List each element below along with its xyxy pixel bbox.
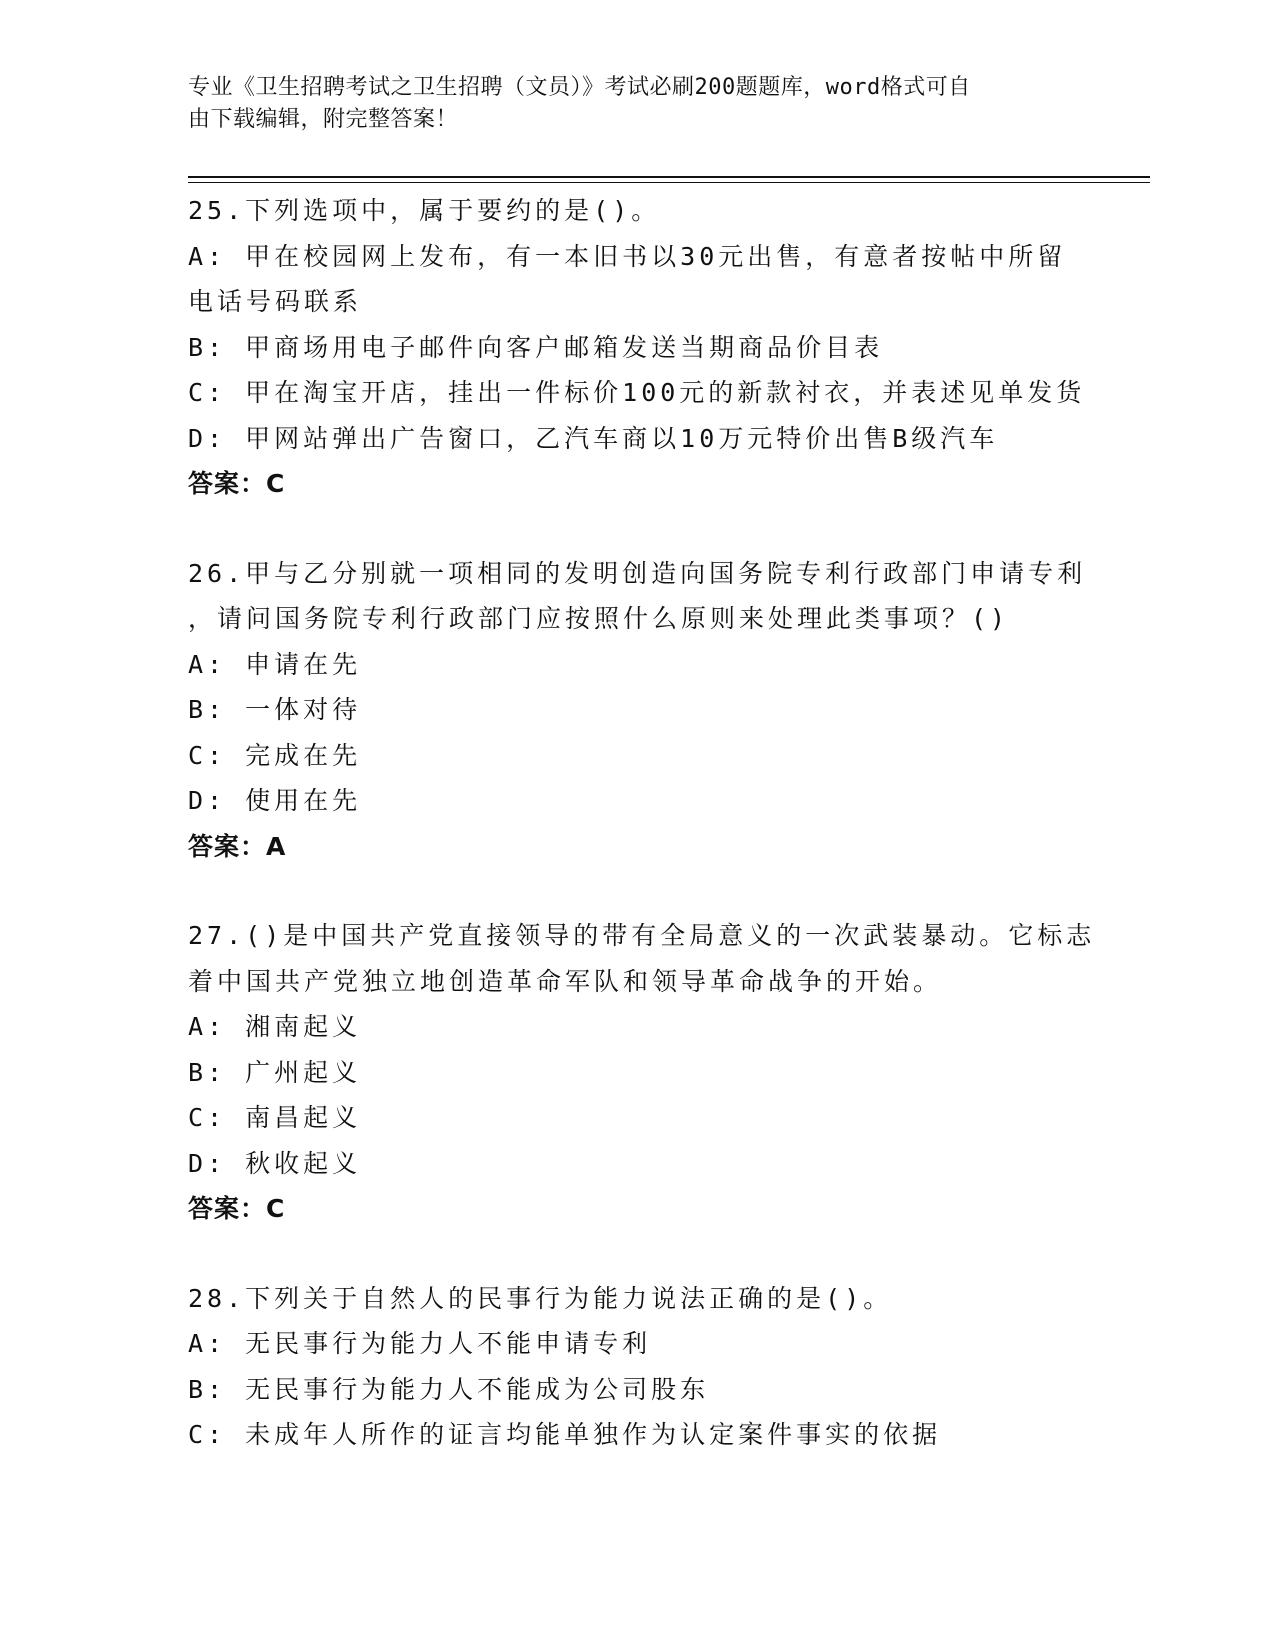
option-a-continued: 电话号码联系 xyxy=(188,287,363,316)
question-list xyxy=(188,188,1096,1502)
answer-label: 答案：C xyxy=(188,469,286,498)
header-rule-thin xyxy=(188,182,1150,183)
question-25 xyxy=(188,188,1088,507)
question-28 xyxy=(188,1276,1088,1458)
option-a: A: 申请在先 xyxy=(188,649,362,679)
question-stem-continued: ，请问国务院专利行政部门应按照什么原则来处理此类事项？() xyxy=(188,604,1010,633)
question-stem: 25.下列选项中，属于要约的是()。 xyxy=(188,196,661,225)
option-c: C: 完成在先 xyxy=(188,740,362,770)
option-b: B: 无民事行为能力人不能成为公司股东 xyxy=(188,1374,710,1404)
question-stem-continued: 着中国共产党独立地创造革命军队和领导革命战争的开始。 xyxy=(188,966,943,996)
document-header xyxy=(188,72,1068,136)
option-b: B: 甲商场用电子邮件向客户邮箱发送当期商品价目表 xyxy=(188,332,884,362)
question-stem: 26.甲与乙分别就一项相同的发明创造向国务院专利行政部门申请专利 xyxy=(188,558,1087,588)
header-line-1: 专业《卫生招聘考试之卫生招聘（文员）》考试必刷200题题库，word格式可自 xyxy=(188,75,971,100)
answer-label: 答案：C xyxy=(188,1194,286,1223)
option-b: B: 一体对待 xyxy=(188,695,362,724)
option-b: B: 广州起义 xyxy=(188,1057,362,1087)
question-stem: 28.下列关于自然人的民事行为能力说法正确的是()。 xyxy=(188,1283,893,1313)
option-a: A: 甲在校园网上发布，有一本旧书以30元出售，有意者按帖中所留 xyxy=(188,241,1067,271)
option-c: C: 甲在淘宝开店，挂出一件标价100元的新款衬衣，并表述见单发货 xyxy=(188,378,1086,407)
header-line-2: 由下载编辑，附完整答案！ xyxy=(188,107,459,132)
question-27 xyxy=(188,913,1096,1232)
option-a: A: 湘南起义 xyxy=(188,1012,362,1041)
option-c: C: 未成年人所作的证言均能单独作为认定案件事实的依据 xyxy=(188,1420,942,1449)
answer-label: 答案：A xyxy=(188,831,287,861)
option-d: D: 秋收起义 xyxy=(188,1148,362,1178)
option-d: D: 甲网站弹出广告窗口，乙汽车商以10万元特价出售B级汽车 xyxy=(188,423,999,453)
header-rule-thick xyxy=(188,176,1150,178)
option-a: A: 无民事行为能力人不能申请专利 xyxy=(188,1329,652,1358)
question-26 xyxy=(188,551,1088,870)
option-d: D: 使用在先 xyxy=(188,786,362,815)
question-stem: 27.()是中国共产党直接领导的带有全局意义的一次武装暴动。它标志 xyxy=(188,921,1096,950)
option-c: C: 南昌起义 xyxy=(188,1103,362,1132)
